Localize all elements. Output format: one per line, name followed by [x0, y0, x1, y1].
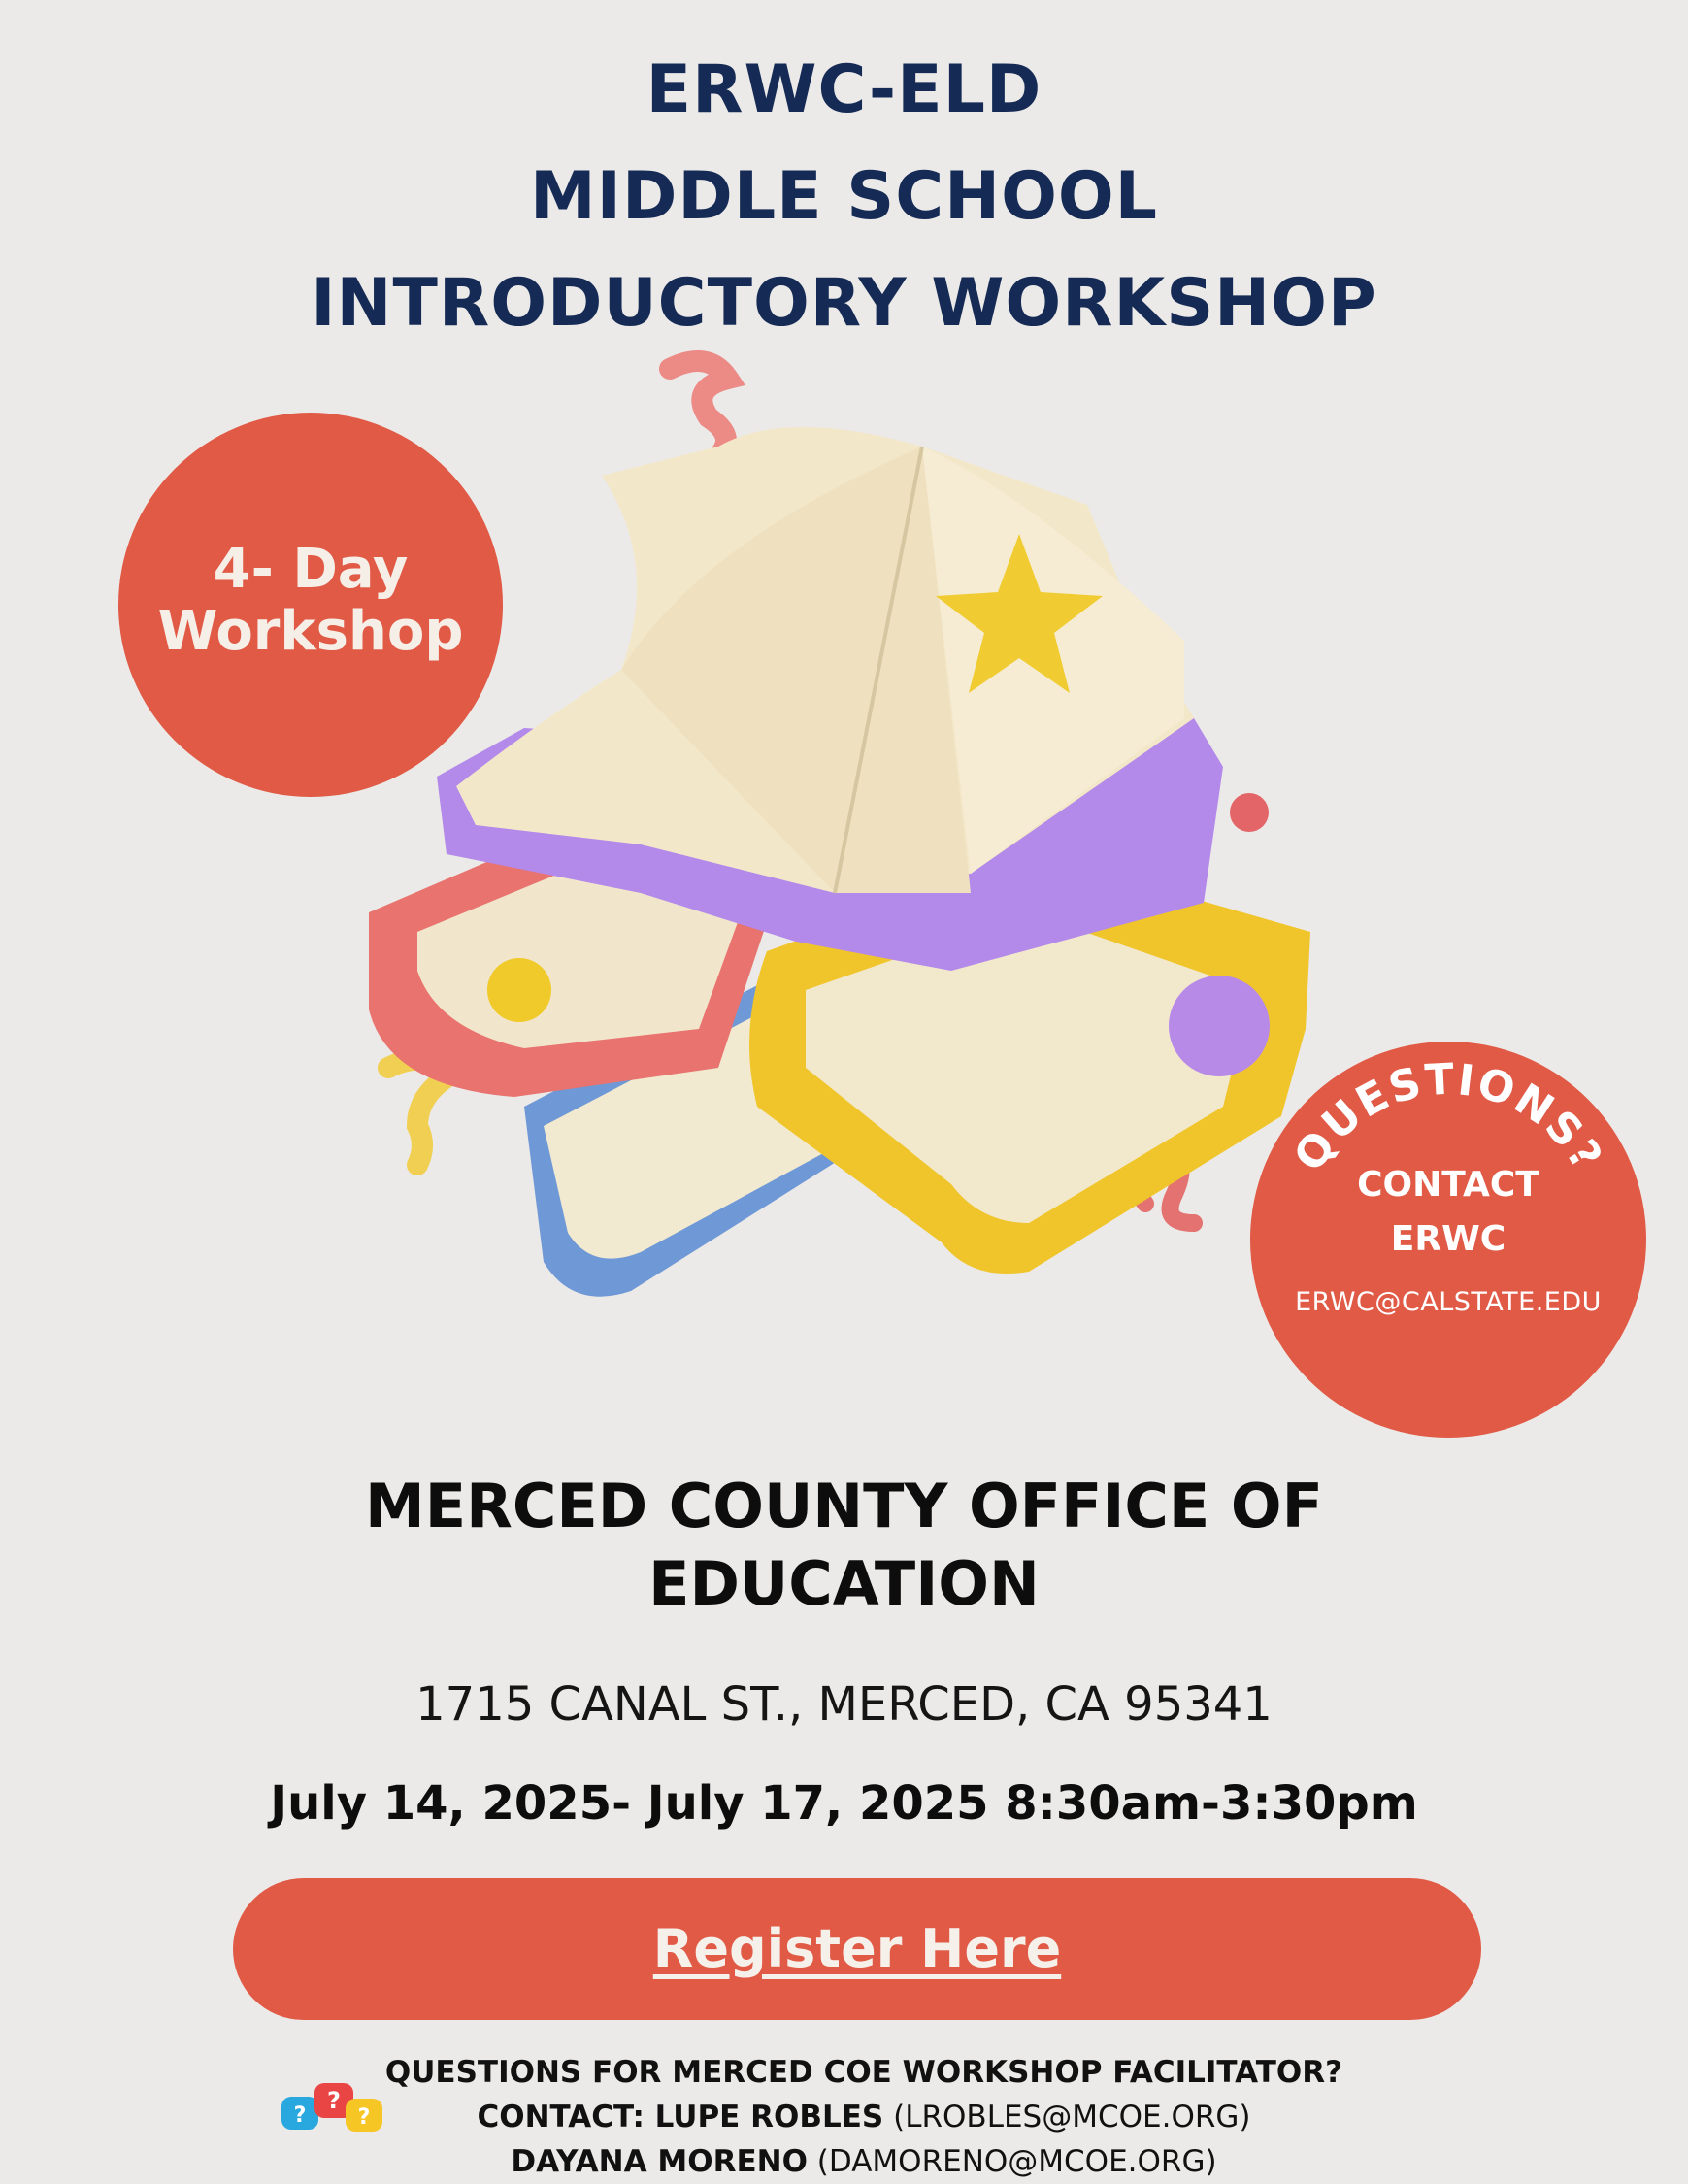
erwc-email[interactable]: ERWC@CALSTATE.EDU — [1295, 1287, 1602, 1317]
contact-1-email[interactable]: (LROBLES@MCOE.ORG) — [883, 2100, 1251, 2134]
title-line-2: MIDDLE SCHOOL — [529, 158, 1159, 235]
title-line-3: INTRODUCTORY WORKSHOP — [311, 265, 1377, 342]
svg-text:?: ? — [293, 2103, 307, 2128]
stacked-books-illustration — [349, 349, 1340, 1320]
workshop-title — [0, 37, 1688, 357]
contact-1-name: CONTACT: LUPE ROBLES — [477, 2100, 884, 2134]
contact-2-name: DAYANA MORENO — [511, 2144, 808, 2179]
questions-contact-line-2: ERWC — [1390, 1219, 1506, 1259]
venue-address: 1715 CANAL ST., MERCED, CA 95341 — [415, 1677, 1273, 1732]
footer-heading: QUESTIONS FOR MERCED COE WORKSHOP FACILITATOR? — [384, 2055, 1343, 2090]
contact-2-email[interactable]: (DAMORENO@MCOE.ORG) — [807, 2144, 1217, 2179]
venue-line-2: EDUCATION — [648, 1548, 1040, 1619]
footer-contact-2 — [349, 2139, 1378, 2184]
venue-line-1: MERCED COUNTY OFFICE OF — [365, 1471, 1323, 1541]
register-button[interactable]: Register Here — [233, 1878, 1481, 2020]
svg-text:?: ? — [357, 2105, 371, 2130]
venue-name — [0, 1468, 1688, 1623]
badge-line-1: 4- Day — [213, 538, 409, 601]
svg-text:?: ? — [327, 2087, 341, 2114]
title-line-1: ERWC-ELD — [645, 51, 1043, 128]
questions-badge — [1250, 1042, 1646, 1438]
facilitator-contact — [349, 2050, 1378, 2184]
footer-contact-1 — [349, 2095, 1378, 2139]
workshop-dates: July 14, 2025- July 17, 2025 8:30am-3:30pm — [270, 1776, 1418, 1831]
badge-line-2: Workshop — [157, 600, 464, 663]
questions-contact-line-1: CONTACT — [1357, 1165, 1539, 1205]
svg-text:QUESTIONS?: QUESTIONS? — [1284, 1054, 1612, 1180]
